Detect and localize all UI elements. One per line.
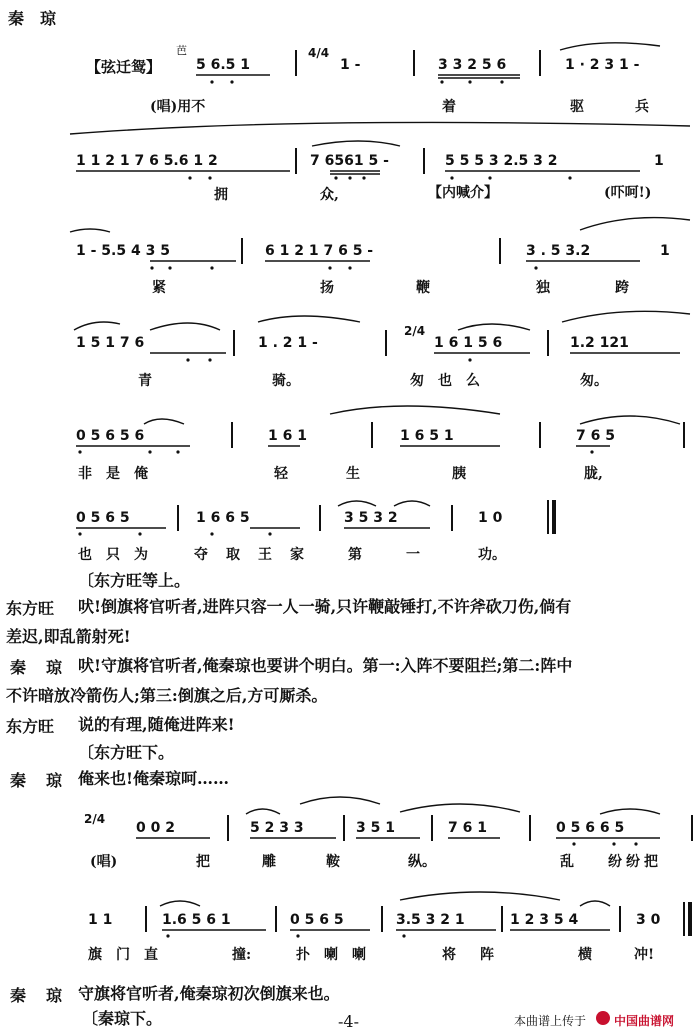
staff8-note-group: 1 2 3 5 4 — [510, 912, 579, 928]
slur — [246, 809, 280, 814]
slur — [312, 141, 400, 146]
slur — [300, 797, 380, 804]
footer-note: 本曲谱上传于 — [514, 1014, 587, 1028]
staff4-note-group: 1 . 2 1 - — [258, 335, 318, 351]
staff1-lyric: 驱 — [570, 99, 584, 115]
staff8-note-group: 3.5 3 2 1 — [396, 912, 465, 928]
staff4-note-group: 1.2 121 — [570, 335, 629, 351]
staff3-lyric: 扬 — [320, 280, 334, 296]
tune-mark: 芭 — [176, 44, 187, 57]
staff8-lyric: 阵 — [480, 947, 494, 963]
stage-direction: 〔东方旺等上。 — [78, 571, 191, 590]
slur — [400, 892, 560, 900]
staff7-lyric: (唱) — [90, 854, 118, 870]
speaker-name: 秦琼 — [10, 986, 83, 1005]
staff8-lyric: 横 — [578, 947, 592, 963]
staff3-lyric: 独 — [536, 280, 550, 296]
staff2-lyric: 拥 — [214, 187, 228, 203]
slur — [562, 311, 690, 322]
staff5-note-group: 7 6 5 — [576, 428, 615, 444]
staff1-note-group: 1 - — [340, 57, 361, 73]
staff6-note-group: 1 6 6 5 — [196, 510, 250, 526]
slur — [150, 323, 220, 330]
underlines — [76, 75, 680, 930]
staff1-lyric: 着 — [442, 99, 456, 115]
staff8-lyric: 冲! — [634, 947, 655, 963]
speech-line: 俺来也!俺秦琼呵…… — [78, 769, 230, 788]
staff6-lyric: 一 — [406, 547, 420, 563]
staff2-lyric: 众, — [320, 187, 339, 203]
staff7-time-signature: 2/4 — [84, 812, 106, 826]
staff2-note-group: 1 — [654, 153, 664, 169]
speaker-name: 东方旺 — [6, 717, 55, 736]
slur — [74, 322, 120, 330]
staff4-lyric: 匆。 — [580, 373, 608, 389]
staff5-note-group: 1 6 5 1 — [400, 428, 454, 444]
staff2-lyric: 【内喊介】 — [428, 185, 498, 201]
staff3-note-group: 3 . 5 3.2 — [526, 243, 591, 259]
slur — [458, 324, 530, 330]
staff7-note-group: 3 5 1 — [356, 820, 395, 836]
slur — [560, 43, 660, 50]
staff1-note-group: 3 3 2 5 6 — [438, 57, 507, 73]
slur — [258, 316, 360, 322]
staff5-lyric: 胰 — [452, 466, 466, 482]
staff1-note-group: 5 6.5 1 — [196, 57, 251, 73]
staff1-note-group: 1 · 2 3 1 - — [565, 57, 640, 73]
staff6-lyric: 第 — [348, 547, 362, 563]
slur — [600, 809, 660, 814]
speaker-name: 秦琼 — [10, 658, 83, 677]
staff2-note-group: 7 6561 5 - — [310, 153, 389, 169]
speech-line: 不许暗放冷箭伤人;第三:倒旗之后,方可厮杀。 — [6, 686, 328, 705]
bar-lines — [146, 50, 692, 936]
slurs — [70, 43, 690, 906]
staff5-lyric: 生 — [346, 466, 360, 482]
staff4-note-group: 1 6 1 5 6 — [434, 335, 503, 351]
staff3-lyric: 跨 — [615, 280, 629, 296]
staff7-lyric: 把 — [196, 854, 210, 870]
staff7-lyric: 乱 — [560, 854, 574, 870]
slur — [70, 122, 690, 134]
page-number: -4- — [338, 1012, 359, 1031]
speaker-top: 秦琼 — [8, 9, 73, 28]
staff5-lyric: 轻 — [274, 466, 288, 482]
staff4-lyric: 骑。 — [272, 373, 300, 389]
staff3-note-group: 6 1 2 1 7 6 5 - — [265, 243, 374, 259]
speaker-name: 秦琼 — [10, 771, 83, 790]
staff7-lyric: 纷纷把 — [608, 854, 662, 870]
staff7-note-group: 0 0 2 — [136, 820, 175, 836]
slur — [580, 901, 610, 906]
staff6-note-group: 3 5 3 2 — [344, 510, 398, 526]
staff8-lyric: 扑喇喇 — [296, 947, 380, 963]
slur — [394, 501, 430, 506]
speech-line: 守旗将官听者,俺秦琼初次倒旗来也。 — [78, 984, 340, 1003]
staff7-lyric: 纵。 — [408, 854, 436, 870]
staff8-note-group: 0 5 6 5 — [290, 912, 344, 928]
staff8-note-group: 1 1 — [88, 912, 113, 928]
staff6-lyric: 夺取王家 — [194, 547, 322, 563]
staff5-lyric: 非是俺 — [78, 466, 162, 482]
slur — [400, 804, 520, 812]
staff2-note-group: 1 1 2 1 7 6 5.6 1 2 — [76, 153, 218, 169]
staff2-note-group: 5 5 5 3 2.5 3 2 — [445, 153, 558, 169]
staff4-lyric: 匆也么 — [410, 373, 494, 389]
stage-direction: 〔秦琼下。 — [82, 1009, 163, 1028]
slur — [144, 419, 184, 424]
staff7-lyric: 雕 — [262, 854, 276, 870]
staff5-lyric: 胧, — [584, 466, 603, 482]
staff8-note-group: 1.6 5 6 1 — [162, 912, 231, 928]
staff4-time-signature: 2/4 — [404, 324, 426, 338]
staff3-lyric: 紧 — [152, 280, 166, 296]
speech-line: 吠!倒旗将官听者,进阵只容一人一骑,只许鞭敲锤打,不许斧砍刀伤,倘有 — [78, 597, 572, 616]
staff1-lyric: (唱)用不 — [150, 99, 206, 115]
slur — [580, 218, 690, 230]
footer-site[interactable]: 中国曲谱网 — [614, 1014, 675, 1028]
staff3-note-group: 1 — [660, 243, 670, 259]
staff5-note-group: 1 6 1 — [268, 428, 307, 444]
staff5-note-group: 0 5 6 5 6 — [76, 428, 145, 444]
staff8-lyric: 将 — [442, 947, 456, 963]
speech-line: 吠!守旗将官听者,俺秦琼也要讲个明白。第一:入阵不要阻拦;第二:阵中 — [78, 656, 573, 675]
slur — [580, 416, 680, 424]
staff6-note-group: 0 5 6 5 — [76, 510, 130, 526]
staff6-lyric: 也只为 — [78, 547, 162, 563]
staff4-note-group: 1 5 1 7 6 — [76, 335, 145, 351]
staff1-time-signature: 4/4 — [308, 46, 330, 60]
staff7-note-group: 5 2 3 3 — [250, 820, 304, 836]
staff3-note-group: 1 - 5.5 4 3 5 — [76, 243, 170, 259]
staff8-note-group: 3 0 — [636, 912, 661, 928]
staff7-note-group: 7 6 1 — [448, 820, 487, 836]
speech-line: 说的有理,随俺进阵来! — [78, 715, 235, 734]
slur — [160, 901, 200, 906]
staff1-lyric: 兵 — [635, 99, 649, 115]
staff2-lyric: (吓呵!) — [604, 185, 652, 201]
staff4-lyric: 青 — [138, 373, 152, 389]
staff3-lyric: 鞭 — [416, 280, 430, 296]
staff8-lyric: 旗门直 — [88, 947, 172, 963]
slur — [70, 229, 110, 232]
staff7-note-group: 0 5 6 6 5 — [556, 820, 625, 836]
staff7-lyric: 鞍 — [326, 854, 340, 870]
slur — [338, 501, 376, 506]
staff8-lyric: 撞: — [232, 947, 252, 963]
slur — [330, 406, 500, 414]
stage-direction: 〔东方旺下。 — [78, 743, 175, 762]
speech-line: 差迟,即乱箭射死! — [6, 627, 131, 646]
tune-label: 【弦迁鸳】 — [86, 58, 162, 76]
staff6-note-group: 1 0 — [478, 510, 503, 526]
staff6-lyric: 功。 — [478, 547, 506, 563]
speaker-name: 东方旺 — [6, 599, 55, 618]
